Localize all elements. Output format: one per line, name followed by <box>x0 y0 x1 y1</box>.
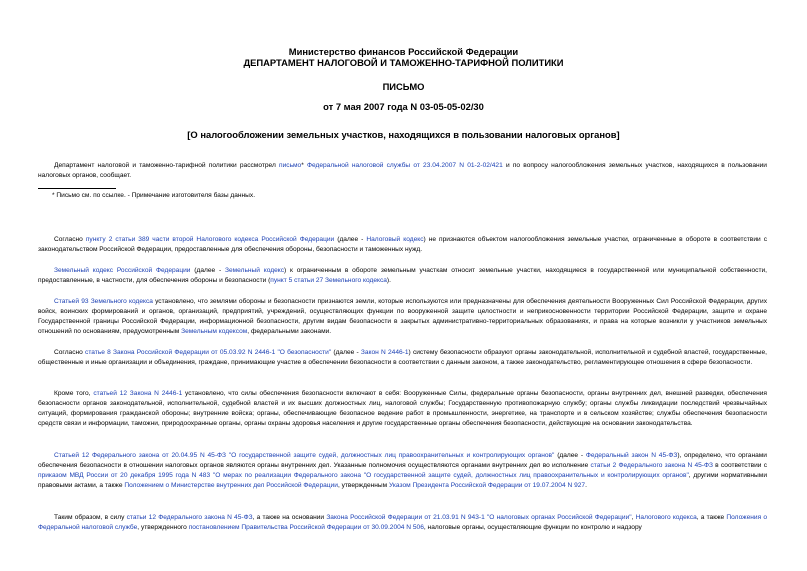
link-land-code-article-27[interactable]: пункт 5 статьи 27 Земельного кодекса <box>270 277 387 284</box>
link-mvd-order-483[interactable]: приказом МВД России от 20 декабря 1995 года N 483 "О мерах по реализации Федерального закона "О государственной защите судей, должностных лиц правоохранительных и контролирующих органов" <box>38 472 689 479</box>
link-tax-code-article-389[interactable]: пункту 2 статьи 389 части второй Налогового кодекса Российской Федерации <box>85 236 335 243</box>
text: Таким образом, в силу <box>54 514 127 521</box>
footnote: * Письмо см. по ссылке. - Примечание изготовителя базы данных. <box>52 192 256 199</box>
document-subject: [О налогообложении земельных участков, находящихся в пользовании налоговых органов] <box>187 129 620 140</box>
text: . <box>585 482 587 489</box>
text: ) к ограниченным в обороте земельным участкам относит земельные участки, находящиеся в государственной или муниципальной собственности, предоставленные, в частности, для обеспечения обороны и безопасности ( <box>38 267 768 284</box>
text: ) систему безопасности образуют органы законодательной, исполнительной и судебной властей, государственные, общественные и иные организации и объединения, граждане, принимающие участие в обеспечении безопасности в соответствии с данным законом, а также законодательство, регламентирующее отношения в сфере безопасности. <box>38 349 767 366</box>
text: ), определено, что органами обеспечения безопасности в отношении налоговых органов являются органы внутренних дел. Указанные полномочия осуществляются органами внутренних дел во исполнение <box>38 452 767 469</box>
paragraph-intro <box>38 161 767 181</box>
link-fns-letter[interactable]: Федеральной налоговой службы от 23.04.2007 N 01-2-02/421 <box>306 162 503 169</box>
link-land-code-rf[interactable]: Земельный кодекс Российской Федерации <box>54 267 191 274</box>
link-tax-code-2[interactable]: Налогового кодекса <box>635 514 697 521</box>
text: (далее - <box>334 236 367 243</box>
paragraph-land-code <box>38 266 767 286</box>
text: (далее - <box>190 267 225 274</box>
link-federal-law-45-article-12[interactable]: Статьей 12 Федерального закона от 20.04.95 N 45-ФЗ "О государственной защите судей, должностных лиц правоохранительных и контролирующих органов" <box>54 452 555 459</box>
link-federal-law-45-article-12-b[interactable]: статьи 12 Федерального закона N 45-ФЗ <box>126 514 253 521</box>
link-land-code-2[interactable]: Земельным кодексом <box>181 328 248 335</box>
link-letter[interactable]: письмо <box>279 162 302 169</box>
link-federal-law-45-article-2[interactable]: статьи 2 Федерального закона N 45-ФЗ <box>590 462 713 469</box>
paragraph-tax-code <box>38 235 767 255</box>
link-land-code-article-93[interactable]: Статьей 93 Земельного кодекса <box>54 298 153 305</box>
text: , а также на основании <box>252 514 327 521</box>
document-type: ПИСЬМО <box>382 81 425 92</box>
link-presidential-decree-927[interactable]: Указом Президента Российской Федерации от 19.07.2004 N 927 <box>389 482 586 489</box>
paragraph-conclusion <box>38 513 767 533</box>
ministry-heading: Министерство финансов Российской Федерации <box>288 46 519 57</box>
link-land-code[interactable]: Земельный кодекс <box>224 267 285 274</box>
text: и по вопросу налогообложения земельных участков, находящихся в пользовании налоговых органов, сообщает. <box>38 162 767 179</box>
link-law-2446-1[interactable]: Закон N 2446-1 <box>360 349 409 356</box>
link-fns-regulation[interactable]: Положения о Федеральной налоговой службе <box>38 514 767 531</box>
text: ) не признаются объектом налогообложения земельные участки, ограниченные в обороте в соответствии с законодательством Российской Федерации, предоставленные для обеспечения обороны, безопасности и таможенных нужд. <box>38 236 767 253</box>
paragraph-federal-law-45 <box>38 451 767 491</box>
text: , утвержденным <box>337 482 389 489</box>
text: установлено, что силы обеспечения безопасности включают в себя: Вооруженные Силы, федеральные органы безопасности, органы внутренних дел, внешней разведки, обеспечения безопасности органов законодательной, исполнительной, судебной властей и их высших должностных лиц, налоговой службы; Государственную противопожарную службу; органы службы ликвидации последствий чрезвычайных ситуаций, формирования гражданской обороны; внутренние войска; органы, обеспечивающие безопасное ведение работ в промышленности, энергетике, на транспорте и в сельском хозяйстве; службы обеспечения безопасности средств связи и информации, таможни, природоохранные органы, органы охраны здоровья населения и другие государственные органы обеспечения безопасности, действующие на основании законодательства. <box>38 390 767 427</box>
paragraph-article-93 <box>38 297 767 337</box>
link-federal-law-45[interactable]: Федеральный закон N 45-ФЗ <box>585 452 678 459</box>
text: ). <box>386 277 391 284</box>
link-tax-code[interactable]: Налоговый кодекс <box>366 236 424 243</box>
text: , утвержденного <box>137 524 189 531</box>
link-government-resolution-506[interactable]: постановлением Правительства Российской Федерации от 30.09.2004 N 506 <box>188 524 424 531</box>
text: , налоговые органы, осуществляющие функции по контролю и надзору <box>423 524 642 531</box>
text: , другими нормативными правовыми актами, а также <box>38 472 767 489</box>
text: , федеральными законами. <box>247 328 332 335</box>
document-date-number: от 7 мая 2007 года N 03-05-05-02/30 <box>323 101 484 112</box>
text: Кроме того, <box>54 390 94 397</box>
text: в соответствии с <box>712 462 768 469</box>
text: (далее - <box>554 452 586 459</box>
text: , <box>631 514 636 521</box>
text: Департамент налоговой и таможенно-тарифной политики рассмотрел <box>54 162 280 169</box>
department-heading: ДЕПАРТАМЕНТ НАЛОГОВОЙ И ТАМОЖЕННО-ТАРИФНОЙ ПОЛИТИКИ <box>243 57 564 68</box>
text: * <box>301 162 307 169</box>
paragraph-security-forces <box>38 389 767 429</box>
link-mvd-regulation[interactable]: Положением о Министерстве внутренних дел Российской Федерации <box>124 482 338 489</box>
paragraph-security-law <box>38 348 767 368</box>
text: Согласно <box>54 236 86 243</box>
footnote-divider <box>38 188 116 189</box>
link-law-2446-1-article-12[interactable]: статьей 12 Закона N 2446-1 <box>93 390 183 397</box>
text: установлено, что землями обороны и безопасности признаются земли, которые используются или предназначены для обеспечения деятельности Вооруженных Сил Российской Федерации, других войск, воинских формирований и органов, организаций, предприятий, учреждений, осуществляющих функции по вооруженной защите целостности и неприкосновенности территории Российской Федерации, защите и охране Государственной границы Российской Федерации, информационной безопасности, другим видам безопасности в закрытых административно-территориальных образованиях, и права на которые возникли у участников земельных отношений по основаниям, предусмотренным <box>38 298 767 335</box>
text: Согласно <box>54 349 86 356</box>
link-tax-authorities-law[interactable]: Закона Российской Федерации от 21.03.91 N 943-1 "О налоговых органах Российской Федерации" <box>326 514 632 521</box>
link-security-law-article-8[interactable]: статье 8 Закона Российской Федерации от 05.03.92 N 2446-1 "О безопасности" <box>85 349 332 356</box>
text: , а также <box>696 514 727 521</box>
text: (далее - <box>331 349 361 356</box>
